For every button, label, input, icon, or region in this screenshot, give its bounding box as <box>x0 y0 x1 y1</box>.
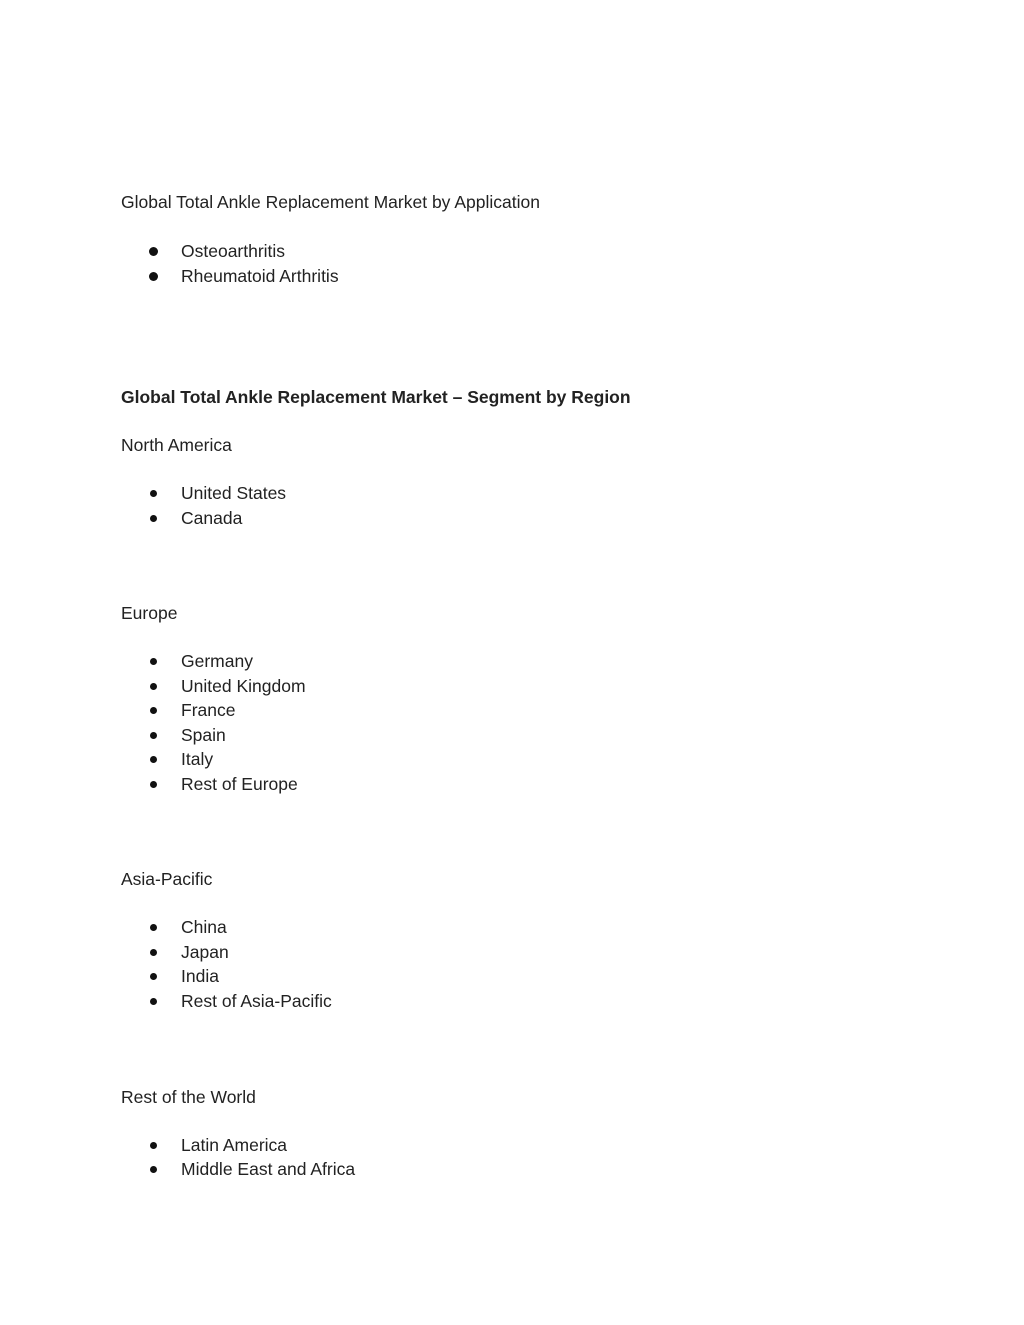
list-item: Middle East and Africa <box>181 1159 356 1179</box>
application-item-rheumatoid-arthritis: Rheumatoid Arthritis <box>181 266 339 286</box>
list-item: United States <box>181 483 287 503</box>
bullet-icon <box>150 658 157 665</box>
list-item: Germany <box>181 651 253 671</box>
bullet-icon <box>150 924 157 931</box>
list-item: United Kingdom <box>181 676 306 696</box>
bullet-icon <box>150 781 157 788</box>
bullet-icon <box>150 732 157 739</box>
list-item: China <box>181 917 227 937</box>
application-heading: Global Total Ankle Replacement Market by Application <box>121 192 540 212</box>
bullet-icon <box>150 1142 157 1149</box>
list-item: France <box>181 700 236 720</box>
list-item: India <box>181 966 219 986</box>
group-title-north-america: North America <box>121 435 232 455</box>
bullet-icon <box>150 490 157 497</box>
group-title-rest-of-the-world: Rest of the World <box>121 1087 256 1107</box>
bullet-icon <box>150 949 157 956</box>
group-title-asia-pacific: Asia-Pacific <box>121 869 213 889</box>
bullet-icon <box>150 1166 157 1173</box>
list-item: Rest of Asia-Pacific <box>181 991 332 1011</box>
bullet-icon <box>150 756 157 763</box>
bullet-icon <box>149 247 158 256</box>
bullet-icon <box>150 973 157 980</box>
region-heading: Global Total Ankle Replacement Market – Segment by Region <box>121 387 631 407</box>
list-item: Rest of Europe <box>181 774 298 794</box>
bullet-icon <box>150 998 157 1005</box>
list-item: Spain <box>181 725 226 745</box>
application-item-osteoarthritis: Osteoarthritis <box>181 241 286 261</box>
bullet-icon <box>149 272 158 281</box>
list-item: Italy <box>181 749 214 769</box>
group-title-europe: Europe <box>121 603 178 623</box>
list-item: Japan <box>181 942 229 962</box>
list-item: Latin America <box>181 1135 288 1155</box>
list-item: Canada <box>181 508 243 528</box>
bullet-icon <box>150 515 157 522</box>
bullet-icon <box>150 707 157 714</box>
bullet-icon <box>150 683 157 690</box>
